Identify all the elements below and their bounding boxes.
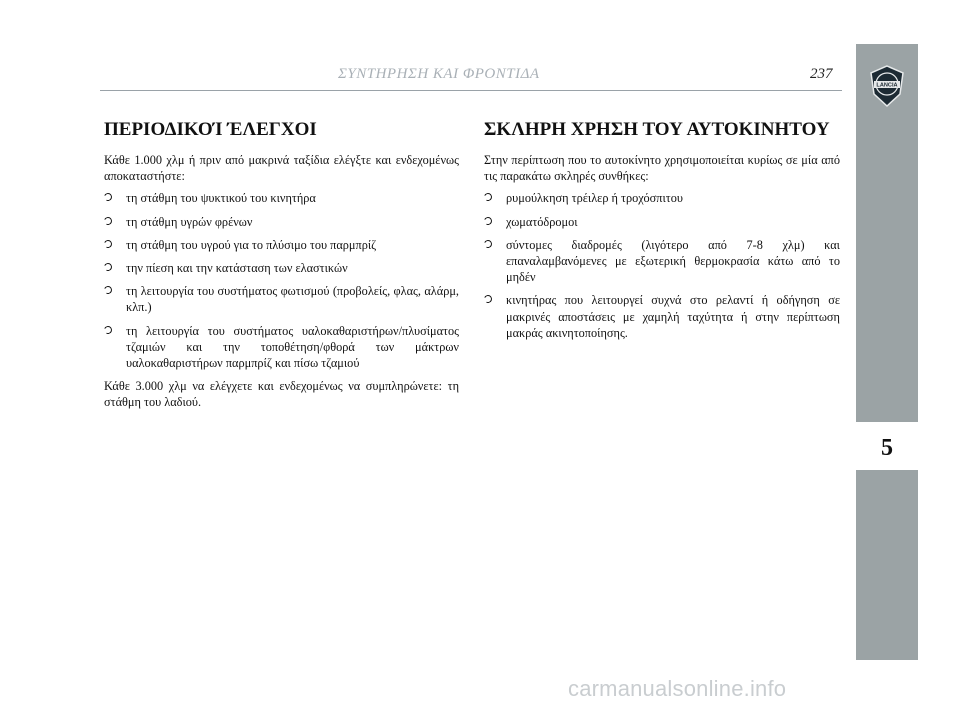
bullet-icon bbox=[103, 324, 113, 334]
list-item: χωματόδρομοι bbox=[484, 214, 840, 230]
bullet-icon bbox=[103, 215, 113, 225]
severe-use-section bbox=[484, 118, 840, 348]
bullet-icon bbox=[103, 239, 113, 249]
severe-use-title: ΣΚΛΗΡΗ ΧΡΗΣΗ ΤΟΥ ΑΥΤΟΚΙΝΗΤΟΥ bbox=[484, 119, 830, 140]
bullet-icon bbox=[103, 192, 113, 202]
bullet-icon bbox=[103, 262, 113, 272]
bullet-icon bbox=[483, 294, 493, 304]
list-item: τη στάθμη υγρών φρένων bbox=[104, 214, 459, 230]
periodic-checks-section bbox=[104, 118, 459, 417]
periodic-checks-intro: Κάθε 1.000 χλμ ή πριν από μακρινά ταξίδια ελέγξτε και ενδεχομένως αποκαταστήστε: bbox=[104, 153, 459, 184]
list-item: τη λειτουργία του συστήματος φωτισμού (προβολείς, φλας, αλάρμ, κλπ.) bbox=[104, 283, 459, 315]
bullet-icon bbox=[483, 215, 493, 225]
running-head: ΣΥΝΤΗΡΗΣΗ ΚΑΙ ΦΡΟΝΤΙΔΑ bbox=[338, 66, 540, 82]
list-item: τη στάθμη του ψυκτικού του κινητήρα bbox=[104, 190, 459, 206]
logo-text: LANCIA bbox=[876, 82, 898, 89]
lancia-logo-icon bbox=[868, 64, 906, 108]
side-tab-lower bbox=[856, 470, 918, 660]
list-item: τη στάθμη του υγρού για το πλύσιμο του παρμπρίζ bbox=[104, 237, 459, 253]
bullet-icon bbox=[103, 285, 113, 295]
list-item: κινητήρας που λειτουργεί συχνά στο ρελαντί ή οδήγηση σε μακρινές αποστάσεις με χαμηλή ταχύτητα ή στην περίπτωση μακράς ακινητοποίησης. bbox=[484, 292, 840, 341]
periodic-checks-list bbox=[104, 190, 459, 371]
list-item: σύντομες διαδρομές (λιγότερο από 7-8 χλμ) και επαναλαμβανόμενες με εξωτερική θερμοκρασία κάτω από το μηδέν bbox=[484, 237, 840, 286]
periodic-checks-title: ΠΕΡΙΟΔΙΚΟΊ ΈΛΕΓΧΟΙ bbox=[104, 119, 317, 140]
list-item: τη λειτουργία του συστήματος υαλοκαθαριστήρων/πλυσίματος τζαμιών και την τοποθέτηση/φθορά των μάκτρων υαλοκαθαριστήρων παρμπρίζ και πίσω τζαμιού bbox=[104, 323, 459, 372]
severe-use-intro: Στην περίπτωση που το αυτοκίνητο χρησιμοποιείται κυρίως σε μία από τις παρακάτω σκληρές συνθήκες: bbox=[484, 153, 840, 184]
chapter-number: 5 bbox=[881, 435, 893, 461]
periodic-checks-outro: Κάθε 3.000 χλμ να ελέγχετε και ενδεχομένως να συμπληρώνετε: τη στάθμη του λαδιού. bbox=[104, 379, 459, 410]
watermark: carmanualsonline.info bbox=[568, 676, 787, 701]
list-item: ρυμούλκηση τρέιλερ ή τροχόσπιτου bbox=[484, 190, 840, 206]
header-rule bbox=[100, 90, 842, 91]
bullet-icon bbox=[483, 192, 493, 202]
severe-use-list bbox=[484, 190, 840, 341]
page-number: 237 bbox=[810, 66, 833, 82]
list-item: την πίεση και την κατάσταση των ελαστικών bbox=[104, 260, 459, 276]
bullet-icon bbox=[483, 239, 493, 249]
